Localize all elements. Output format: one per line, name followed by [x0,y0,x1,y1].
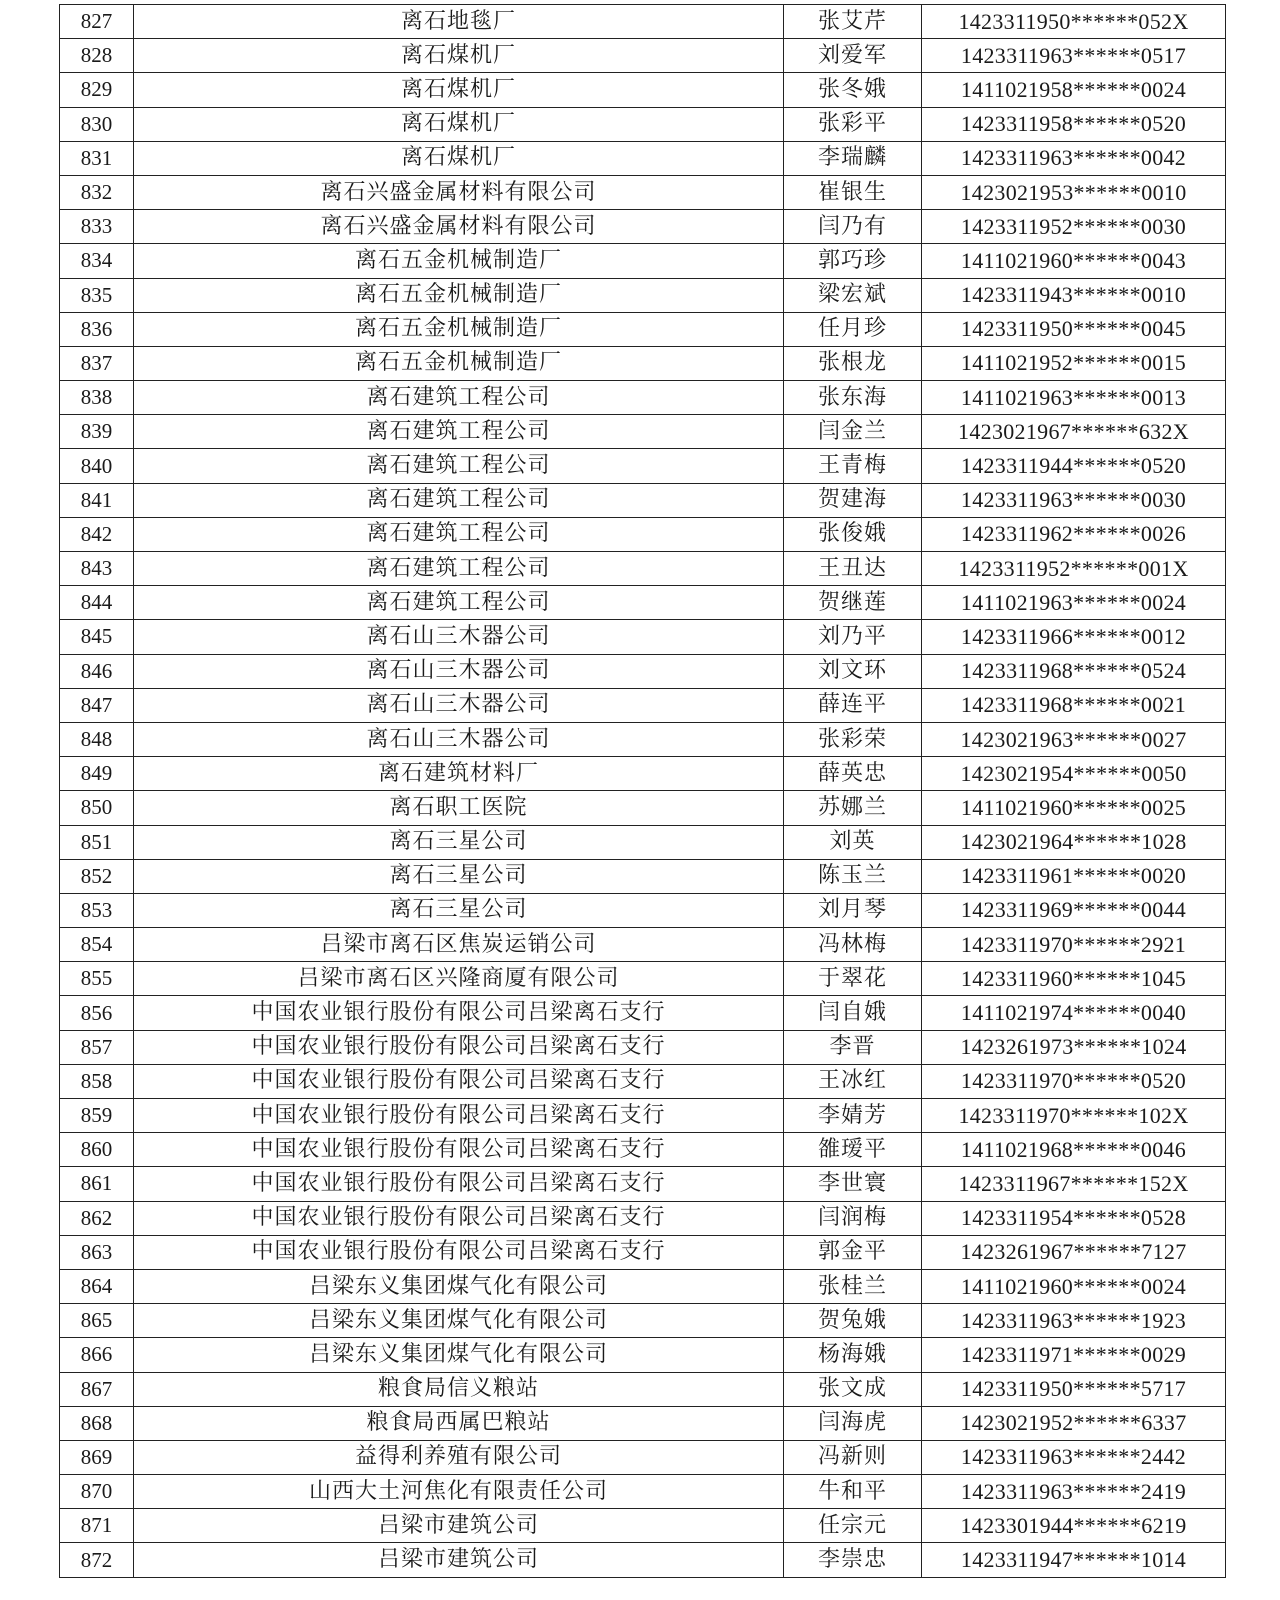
id-number-cell: 1423311963******1923 [922,1304,1226,1338]
person-name-cell: 张俊娥 [784,517,922,551]
person-name-cell: 刘英 [784,825,922,859]
work-unit-cell: 吕梁市离石区焦炭运销公司 [134,928,784,962]
work-unit-cell: 吕梁市建筑公司 [134,1509,784,1543]
id-number-cell: 1423311944******0520 [922,449,1226,483]
work-unit-cell: 离石建筑工程公司 [134,586,784,620]
work-unit-cell: 离石建筑工程公司 [134,517,784,551]
id-number-cell: 1411021974******0040 [922,996,1226,1030]
row-number-cell: 838 [60,381,134,415]
row-number-cell: 834 [60,244,134,278]
table-row [60,312,1226,346]
row-number-cell: 861 [60,1167,134,1201]
table-row [60,791,1226,825]
person-name-cell: 薛英忠 [784,757,922,791]
id-number-cell: 1423311952******0030 [922,210,1226,244]
row-number-cell: 840 [60,449,134,483]
table-row [60,722,1226,756]
person-name-cell: 李婧芳 [784,1099,922,1133]
person-name-cell: 刘月琴 [784,893,922,927]
work-unit-cell: 粮食局信义粮站 [134,1372,784,1406]
table-row [60,1269,1226,1303]
id-number-cell: 1423311961******0020 [922,859,1226,893]
person-name-cell: 任月珍 [784,312,922,346]
work-unit-cell: 吕梁东义集团煤气化有限公司 [134,1338,784,1372]
table-row [60,5,1226,39]
work-unit-cell: 离石煤机厂 [134,141,784,175]
person-name-cell: 张艾芹 [784,5,922,39]
table-row [60,1440,1226,1474]
id-number-cell: 1423261973******1024 [922,1030,1226,1064]
table-row [60,1099,1226,1133]
person-name-cell: 闫金兰 [784,415,922,449]
person-name-cell: 崔银生 [784,175,922,209]
work-unit-cell: 中国农业银行股份有限公司吕梁离石支行 [134,996,784,1030]
work-unit-cell: 离石山三木器公司 [134,688,784,722]
work-unit-cell: 离石三星公司 [134,859,784,893]
row-number-cell: 866 [60,1338,134,1372]
row-number-cell: 860 [60,1133,134,1167]
table-row [60,73,1226,107]
id-number-cell: 1411021968******0046 [922,1133,1226,1167]
row-number-cell: 850 [60,791,134,825]
id-number-cell: 1423311960******1045 [922,962,1226,996]
table-row [60,620,1226,654]
table-row [60,107,1226,141]
id-number-cell: 1423311963******0042 [922,141,1226,175]
id-number-cell: 1423021953******0010 [922,175,1226,209]
row-number-cell: 872 [60,1543,134,1577]
id-number-cell: 1423311970******102X [922,1099,1226,1133]
person-name-cell: 刘爱军 [784,39,922,73]
work-unit-cell: 吕梁市建筑公司 [134,1543,784,1577]
id-number-cell: 1411021952******0015 [922,346,1226,380]
row-number-cell: 827 [60,5,134,39]
person-name-cell: 闫海虎 [784,1406,922,1440]
table-row [60,757,1226,791]
row-number-cell: 848 [60,722,134,756]
work-unit-cell: 离石兴盛金属材料有限公司 [134,210,784,244]
row-number-cell: 871 [60,1509,134,1543]
person-name-cell: 刘乃平 [784,620,922,654]
person-name-cell: 李崇忠 [784,1543,922,1577]
person-name-cell: 李瑞麟 [784,141,922,175]
person-name-cell: 李世寰 [784,1167,922,1201]
row-number-cell: 859 [60,1099,134,1133]
row-number-cell: 851 [60,825,134,859]
table-row [60,210,1226,244]
row-number-cell: 846 [60,654,134,688]
person-name-cell: 冯新则 [784,1440,922,1474]
id-number-cell: 1423311963******2419 [922,1475,1226,1509]
row-number-cell: 835 [60,278,134,312]
id-number-cell: 1423311954******0528 [922,1201,1226,1235]
row-number-cell: 868 [60,1406,134,1440]
person-name-cell: 张彩平 [784,107,922,141]
table-row [60,654,1226,688]
row-number-cell: 845 [60,620,134,654]
table-row [60,1543,1226,1577]
id-number-cell: 1423301944******6219 [922,1509,1226,1543]
id-number-cell: 1423311950******5717 [922,1372,1226,1406]
work-unit-cell: 离石建筑工程公司 [134,449,784,483]
table-row [60,1372,1226,1406]
table-row [60,928,1226,962]
work-unit-cell: 中国农业银行股份有限公司吕梁离石支行 [134,1133,784,1167]
table-row [60,278,1226,312]
id-number-cell: 1423311962******0026 [922,517,1226,551]
row-number-cell: 829 [60,73,134,107]
work-unit-cell: 中国农业银行股份有限公司吕梁离石支行 [134,1064,784,1098]
table-row [60,1304,1226,1338]
person-name-cell: 李晋 [784,1030,922,1064]
table-row [60,586,1226,620]
work-unit-cell: 中国农业银行股份有限公司吕梁离石支行 [134,1167,784,1201]
row-number-cell: 855 [60,962,134,996]
work-unit-cell: 离石煤机厂 [134,39,784,73]
row-number-cell: 832 [60,175,134,209]
table-row [60,893,1226,927]
work-unit-cell: 离石山三木器公司 [134,654,784,688]
id-number-cell: 1423021954******0050 [922,757,1226,791]
work-unit-cell: 益得利养殖有限公司 [134,1440,784,1474]
work-unit-cell: 离石建筑工程公司 [134,381,784,415]
id-number-cell: 1423021967******632X [922,415,1226,449]
work-unit-cell: 山西大土河焦化有限责任公司 [134,1475,784,1509]
table-row [60,1406,1226,1440]
table-row [60,346,1226,380]
table-row [60,996,1226,1030]
work-unit-cell: 离石五金机械制造厂 [134,346,784,380]
table-row [60,517,1226,551]
row-number-cell: 856 [60,996,134,1030]
person-name-cell: 闫自娥 [784,996,922,1030]
row-number-cell: 867 [60,1372,134,1406]
work-unit-cell: 离石建筑工程公司 [134,415,784,449]
person-name-cell: 刘文环 [784,654,922,688]
row-number-cell: 847 [60,688,134,722]
person-name-cell: 薛连平 [784,688,922,722]
work-unit-cell: 中国农业银行股份有限公司吕梁离石支行 [134,1030,784,1064]
id-number-cell: 1423311952******001X [922,552,1226,586]
person-name-cell: 陈玉兰 [784,859,922,893]
work-unit-cell: 吕梁东义集团煤气化有限公司 [134,1304,784,1338]
table-row [60,449,1226,483]
id-number-cell: 1423311968******0021 [922,688,1226,722]
person-name-cell: 郭金平 [784,1235,922,1269]
table-row [60,39,1226,73]
person-name-cell: 张根龙 [784,346,922,380]
work-unit-cell: 离石山三木器公司 [134,620,784,654]
table-body [60,5,1226,1578]
person-name-cell: 张文成 [784,1372,922,1406]
row-number-cell: 828 [60,39,134,73]
id-number-cell: 1423021963******0027 [922,722,1226,756]
personnel-table [59,4,1226,1578]
id-number-cell: 1423311943******0010 [922,278,1226,312]
work-unit-cell: 离石建筑工程公司 [134,483,784,517]
table-row [60,1030,1226,1064]
id-number-cell: 1423311950******052X [922,5,1226,39]
work-unit-cell: 离石煤机厂 [134,73,784,107]
row-number-cell: 862 [60,1201,134,1235]
work-unit-cell: 离石地毯厂 [134,5,784,39]
work-unit-cell: 离石兴盛金属材料有限公司 [134,175,784,209]
person-name-cell: 杨海娥 [784,1338,922,1372]
id-number-cell: 1423311947******1014 [922,1543,1226,1577]
person-name-cell: 于翠花 [784,962,922,996]
id-number-cell: 1423311963******0030 [922,483,1226,517]
table-row [60,483,1226,517]
person-name-cell: 贺兔娥 [784,1304,922,1338]
person-name-cell: 闫润梅 [784,1201,922,1235]
row-number-cell: 837 [60,346,134,380]
id-number-cell: 1423311968******0524 [922,654,1226,688]
row-number-cell: 854 [60,928,134,962]
person-name-cell: 贺建海 [784,483,922,517]
table-row [60,552,1226,586]
row-number-cell: 833 [60,210,134,244]
row-number-cell: 853 [60,893,134,927]
row-number-cell: 857 [60,1030,134,1064]
row-number-cell: 843 [60,552,134,586]
table-row [60,244,1226,278]
row-number-cell: 844 [60,586,134,620]
person-name-cell: 牛和平 [784,1475,922,1509]
row-number-cell: 865 [60,1304,134,1338]
person-name-cell: 张桂兰 [784,1269,922,1303]
id-number-cell: 1423311963******0517 [922,39,1226,73]
work-unit-cell: 离石职工医院 [134,791,784,825]
id-number-cell: 1423311969******0044 [922,893,1226,927]
person-name-cell: 苏娜兰 [784,791,922,825]
id-number-cell: 1411021960******0025 [922,791,1226,825]
table-row [60,1338,1226,1372]
id-number-cell: 1423311967******152X [922,1167,1226,1201]
id-number-cell: 1411021963******0024 [922,586,1226,620]
work-unit-cell: 离石建筑工程公司 [134,552,784,586]
row-number-cell: 839 [60,415,134,449]
table-row [60,1475,1226,1509]
work-unit-cell: 粮食局西属巴粮站 [134,1406,784,1440]
row-number-cell: 831 [60,141,134,175]
row-number-cell: 864 [60,1269,134,1303]
person-name-cell: 闫乃有 [784,210,922,244]
person-name-cell: 王丑达 [784,552,922,586]
table-row [60,688,1226,722]
row-number-cell: 869 [60,1440,134,1474]
row-number-cell: 852 [60,859,134,893]
table-row [60,141,1226,175]
id-number-cell: 1423021964******1028 [922,825,1226,859]
work-unit-cell: 中国农业银行股份有限公司吕梁离石支行 [134,1099,784,1133]
row-number-cell: 858 [60,1064,134,1098]
id-number-cell: 1411021960******0024 [922,1269,1226,1303]
row-number-cell: 836 [60,312,134,346]
table-row [60,825,1226,859]
work-unit-cell: 离石山三木器公司 [134,722,784,756]
work-unit-cell: 离石三星公司 [134,825,784,859]
id-number-cell: 1411021960******0043 [922,244,1226,278]
table-row [60,381,1226,415]
row-number-cell: 870 [60,1475,134,1509]
id-number-cell: 1411021963******0013 [922,381,1226,415]
person-name-cell: 贺继莲 [784,586,922,620]
work-unit-cell: 离石五金机械制造厂 [134,312,784,346]
person-name-cell: 雒瑷平 [784,1133,922,1167]
person-name-cell: 冯林梅 [784,928,922,962]
table-row [60,1133,1226,1167]
row-number-cell: 842 [60,517,134,551]
id-number-cell: 1423261967******7127 [922,1235,1226,1269]
table-row [60,859,1226,893]
work-unit-cell: 中国农业银行股份有限公司吕梁离石支行 [134,1201,784,1235]
person-name-cell: 任宗元 [784,1509,922,1543]
table-row [60,1509,1226,1543]
row-number-cell: 849 [60,757,134,791]
id-number-cell: 1423021952******6337 [922,1406,1226,1440]
table-row [60,175,1226,209]
id-number-cell: 1423311963******2442 [922,1440,1226,1474]
work-unit-cell: 离石建筑材料厂 [134,757,784,791]
table-row [60,1235,1226,1269]
work-unit-cell: 吕梁东义集团煤气化有限公司 [134,1269,784,1303]
id-number-cell: 1423311950******0045 [922,312,1226,346]
id-number-cell: 1423311970******2921 [922,928,1226,962]
table-row [60,1064,1226,1098]
id-number-cell: 1423311971******0029 [922,1338,1226,1372]
row-number-cell: 830 [60,107,134,141]
work-unit-cell: 中国农业银行股份有限公司吕梁离石支行 [134,1235,784,1269]
person-name-cell: 张东海 [784,381,922,415]
id-number-cell: 1423311970******0520 [922,1064,1226,1098]
work-unit-cell: 吕梁市离石区兴隆商厦有限公司 [134,962,784,996]
table-row [60,962,1226,996]
person-name-cell: 张彩荣 [784,722,922,756]
id-number-cell: 1423311958******0520 [922,107,1226,141]
work-unit-cell: 离石三星公司 [134,893,784,927]
person-name-cell: 王青梅 [784,449,922,483]
work-unit-cell: 离石煤机厂 [134,107,784,141]
person-name-cell: 张冬娥 [784,73,922,107]
row-number-cell: 841 [60,483,134,517]
table-row [60,415,1226,449]
person-name-cell: 梁宏斌 [784,278,922,312]
person-name-cell: 郭巧珍 [784,244,922,278]
id-number-cell: 1411021958******0024 [922,73,1226,107]
work-unit-cell: 离石五金机械制造厂 [134,244,784,278]
person-name-cell: 王冰红 [784,1064,922,1098]
table-row [60,1167,1226,1201]
id-number-cell: 1423311966******0012 [922,620,1226,654]
row-number-cell: 863 [60,1235,134,1269]
table-row [60,1201,1226,1235]
work-unit-cell: 离石五金机械制造厂 [134,278,784,312]
